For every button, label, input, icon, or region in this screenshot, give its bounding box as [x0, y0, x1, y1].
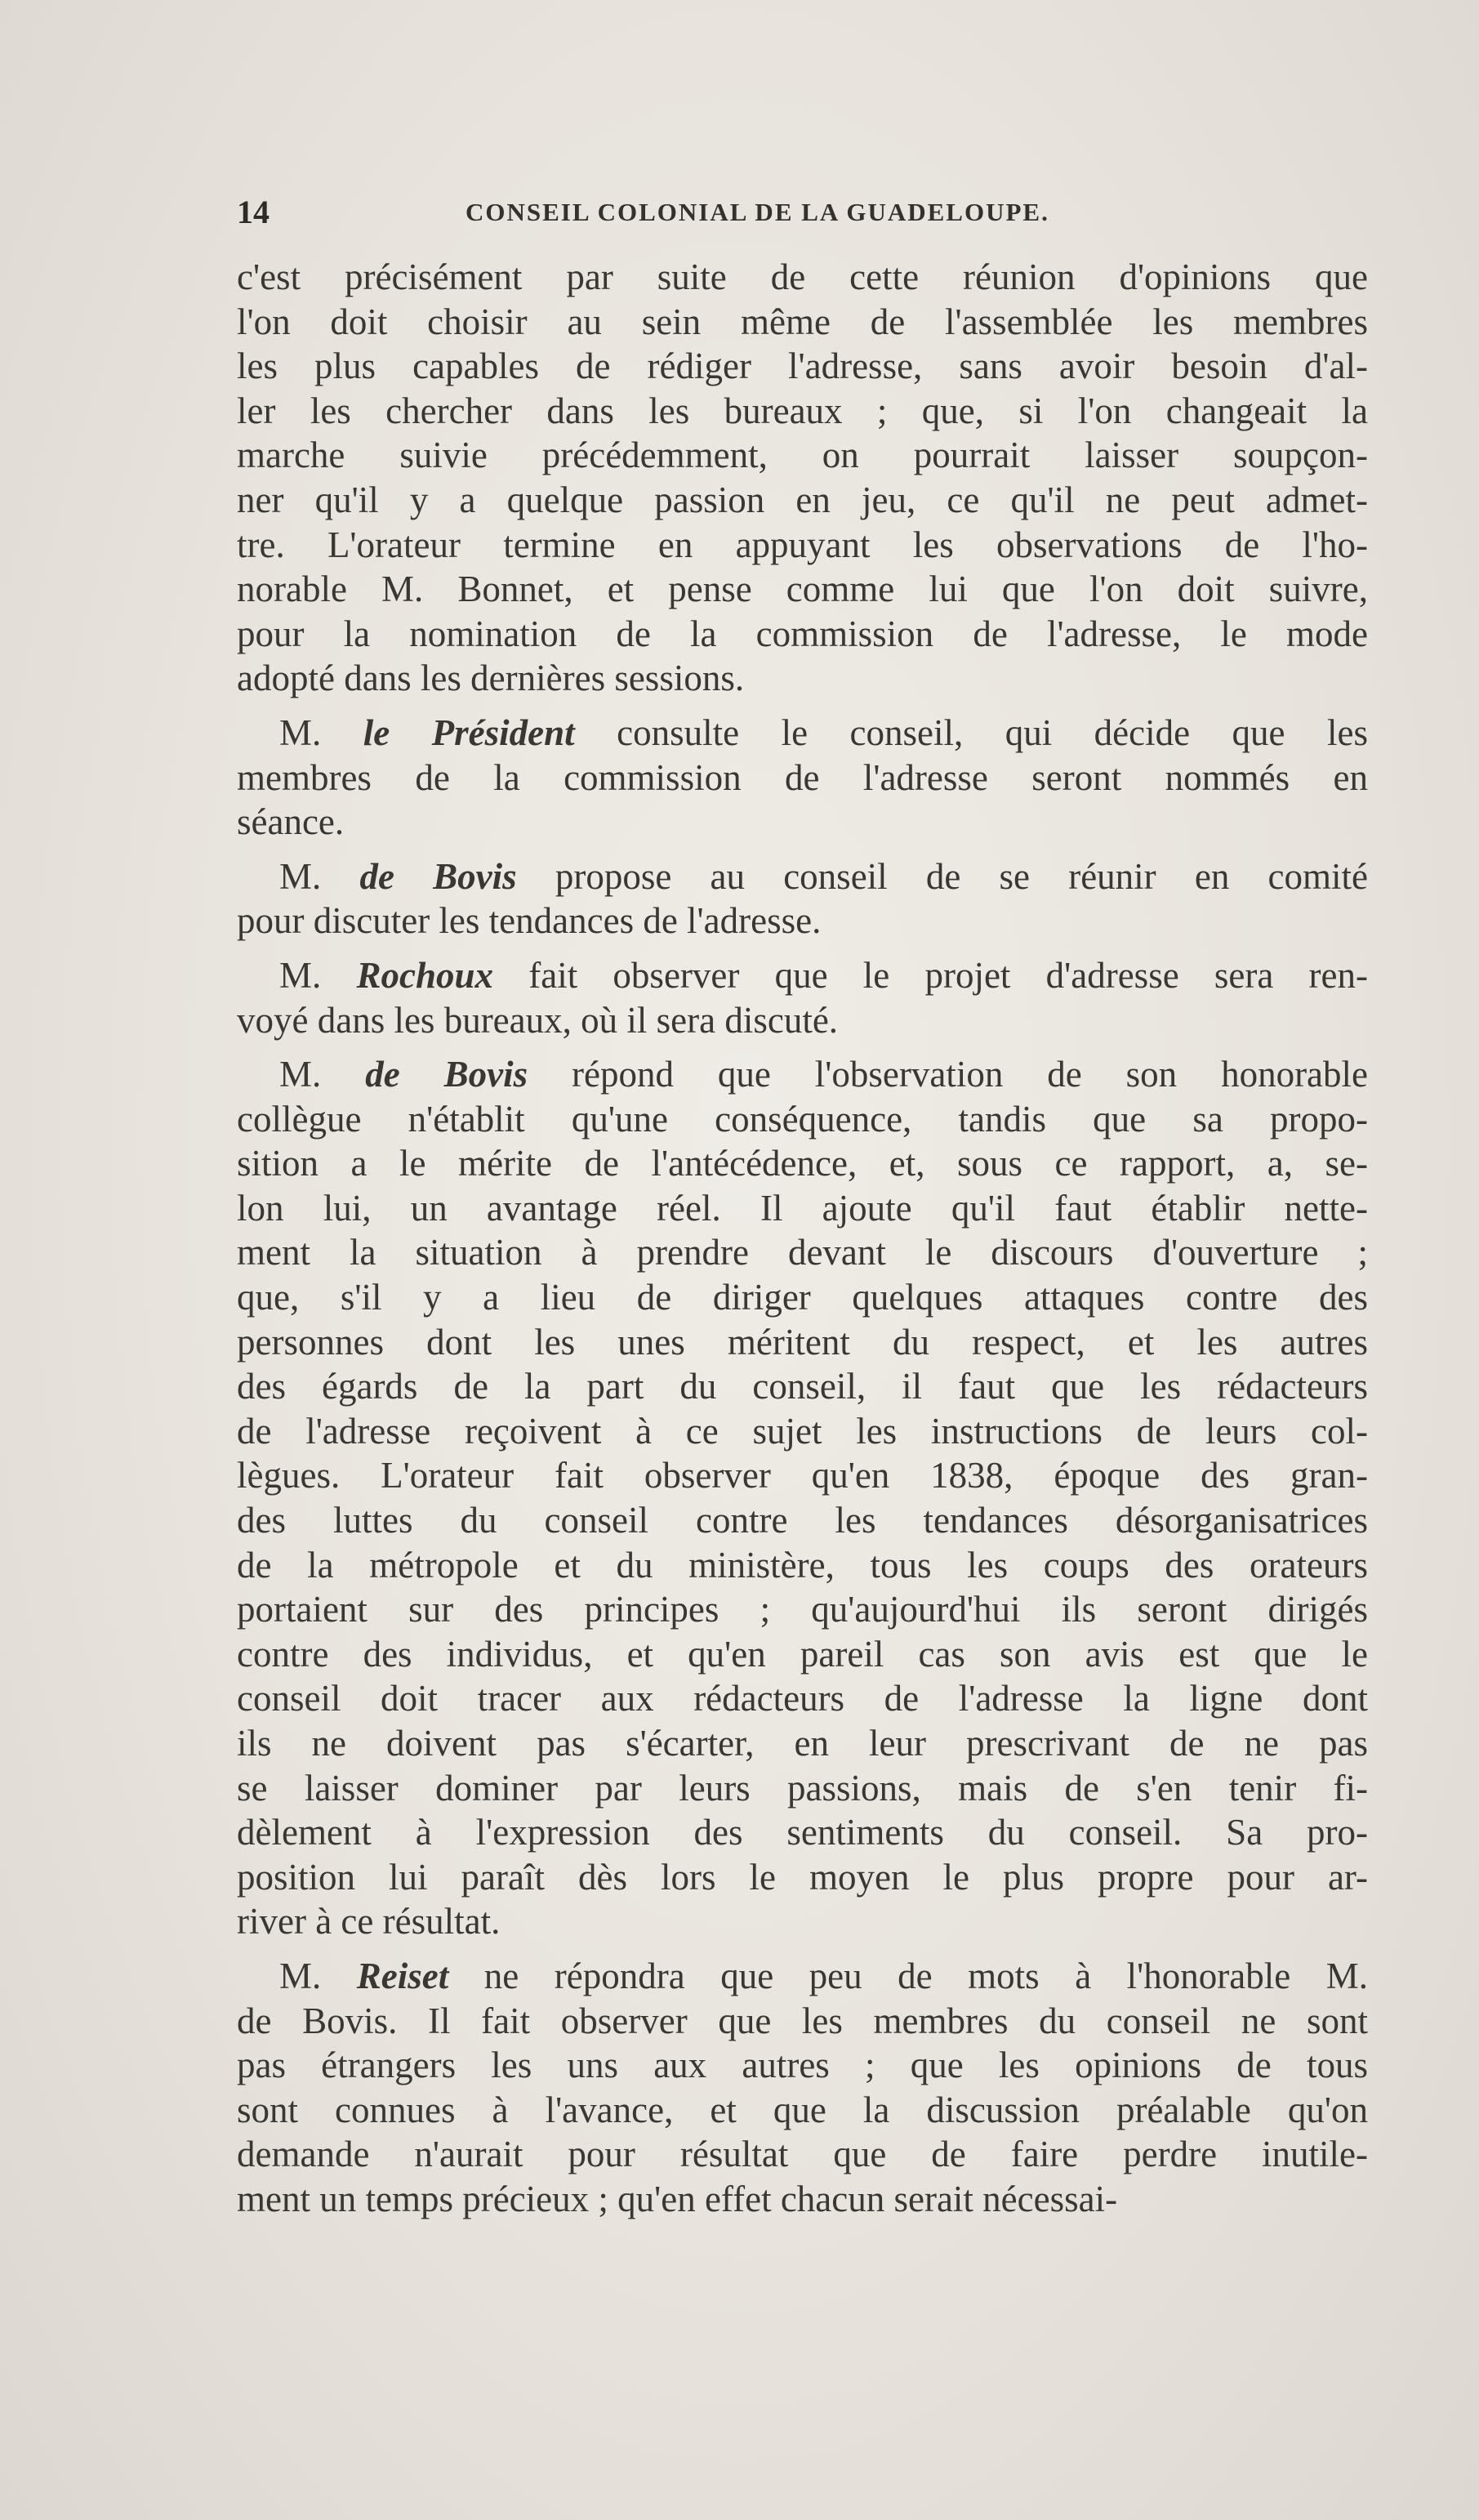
paragraph: [237, 255, 1368, 701]
text-line: membres de la commission de l'adresse seront nommés en: [237, 756, 1368, 798]
text-line: que, s'il y a lieu de diriger quelques attaques contre des: [237, 1277, 1368, 1318]
text-line: personnes dont les unes méritent du respect, et les autres: [237, 1321, 1368, 1363]
paragraph: [237, 711, 1368, 845]
text-line: collègue n'établit qu'une conséquence, tandis que sa propo-: [237, 1098, 1368, 1140]
text-line: séance.: [237, 801, 345, 843]
page-header: [237, 193, 1368, 242]
text-line: [237, 711, 1368, 756]
text-line: adopté dans les dernières sessions.: [237, 658, 745, 699]
text-line: [237, 854, 1368, 899]
line-text: ne répondra que peu de mots à l'honorable M.: [483, 1955, 1368, 1996]
text-line: contre des individus, et qu'en pareil cas son avis est que le: [237, 1633, 1368, 1675]
text-line: de l'adresse reçoivent à ce sujet les instructions de leurs col-: [237, 1410, 1368, 1452]
text-line: ment la situation à prendre devant le discours d'ouverture ;: [237, 1232, 1368, 1273]
text-line: sition a le mérite de l'antécédence, et, sous ce rapport, a, se-: [237, 1143, 1368, 1184]
text-line: sont connues à l'avance, et que la discussion préalable qu'on: [237, 2089, 1368, 2130]
line-text: répond que l'observation de son honorable: [572, 1054, 1368, 1095]
text-line: position lui paraît dès lors le moyen le plus propre pour ar-: [237, 1856, 1368, 1898]
text-line: river à ce résultat.: [237, 1901, 501, 1942]
body-text: [237, 255, 1368, 2232]
text-line: marche suivie précédemment, on pourrait laisser soupçon-: [237, 435, 1368, 476]
text-line: lègues. L'orateur fait observer qu'en 1838, époque des gran-: [237, 1455, 1368, 1496]
text-line: voyé dans les bureaux, où il sera discuté.: [237, 999, 839, 1041]
paragraph: [237, 953, 1368, 1042]
text-line: [237, 1052, 1368, 1097]
text-line: ner qu'il y a quelque passion en jeu, ce qu'il ne peut admet-: [237, 479, 1368, 520]
text-line: des égards de la part du conseil, il faut que les rédacteurs: [237, 1366, 1368, 1407]
text-line: ler les chercher dans les bureaux ; que, si l'on changeait la: [237, 390, 1368, 431]
text-line: des luttes du conseil contre les tendances désorganisatrices: [237, 1500, 1368, 1541]
text-line: les plus capables de rédiger l'adresse, sans avoir besoin d'al-: [237, 346, 1368, 387]
speaker-name: de Bovis: [365, 1054, 528, 1095]
paragraph: [237, 854, 1368, 943]
speaker-name: Reiset: [356, 1955, 449, 1996]
speaker-prefix: M.: [279, 855, 322, 897]
speaker-prefix: M.: [279, 711, 322, 753]
text-line: de Bovis. Il fait observer que les membres du conseil ne sont: [237, 2000, 1368, 2041]
text-line: [237, 953, 1368, 998]
running-head: CONSEIL COLONIAL DE LA GUADELOUPE.: [466, 198, 1049, 226]
text-line: norable M. Bonnet, et pense comme lui que l'on doit suivre,: [237, 569, 1368, 610]
speaker-name: Rochoux: [356, 954, 494, 996]
paragraph: [237, 1052, 1368, 1944]
text-line: pour la nomination de la commission de l'adresse, le mode: [237, 613, 1368, 654]
text-line: dèlement à l'expression des sentiments du conseil. Sa pro-: [237, 1812, 1368, 1853]
speaker-prefix: M.: [279, 1054, 322, 1095]
text-line: pour discuter les tendances de l'adresse.: [237, 900, 822, 942]
speaker-name: de Bovis: [359, 855, 517, 897]
text-line: ils ne doivent pas s'écarter, en leur prescrivant de ne pas: [237, 1723, 1368, 1764]
text-line: portaient sur des principes ; qu'aujourd'hui ils seront dirigés: [237, 1589, 1368, 1630]
speaker-prefix: M.: [279, 954, 322, 996]
text-line: c'est précisément par suite de cette réunion d'opinions que: [237, 256, 1368, 297]
text-line: lon lui, un avantage réel. Il ajoute qu'il faut établir nette-: [237, 1187, 1368, 1229]
line-text: propose au conseil de se réunir en comité: [555, 855, 1368, 897]
text-line: conseil doit tracer aux rédacteurs de l'adresse la ligne dont: [237, 1678, 1368, 1719]
text-line: se laisser dominer par leurs passions, mais de s'en tenir fi-: [237, 1767, 1368, 1809]
text-line: l'on doit choisir au sein même de l'assemblée les membres: [237, 301, 1368, 342]
paragraph: [237, 1954, 1368, 2222]
text-line: pas étrangers les uns aux autres ; que les opinions de tous: [237, 2045, 1368, 2086]
speaker-prefix: M.: [279, 1955, 322, 1996]
line-text: fait observer que le projet d'adresse sera ren-: [528, 954, 1368, 996]
speaker-name: le Président: [363, 711, 575, 753]
text-line: tre. L'orateur termine en appuyant les observations de l'ho-: [237, 524, 1368, 565]
line-text: consulte le conseil, qui décide que les: [617, 711, 1368, 753]
text-line: de la métropole et du ministère, tous les coups des orateurs: [237, 1544, 1368, 1586]
text-line: ment un temps précieux ; qu'en effet chacun serait nécessai-: [237, 2178, 1118, 2219]
text-line: [237, 1954, 1368, 1999]
page-number: 14: [237, 194, 270, 230]
text-line: demande n'aurait pour résultat que de faire perdre inutile-: [237, 2134, 1368, 2175]
